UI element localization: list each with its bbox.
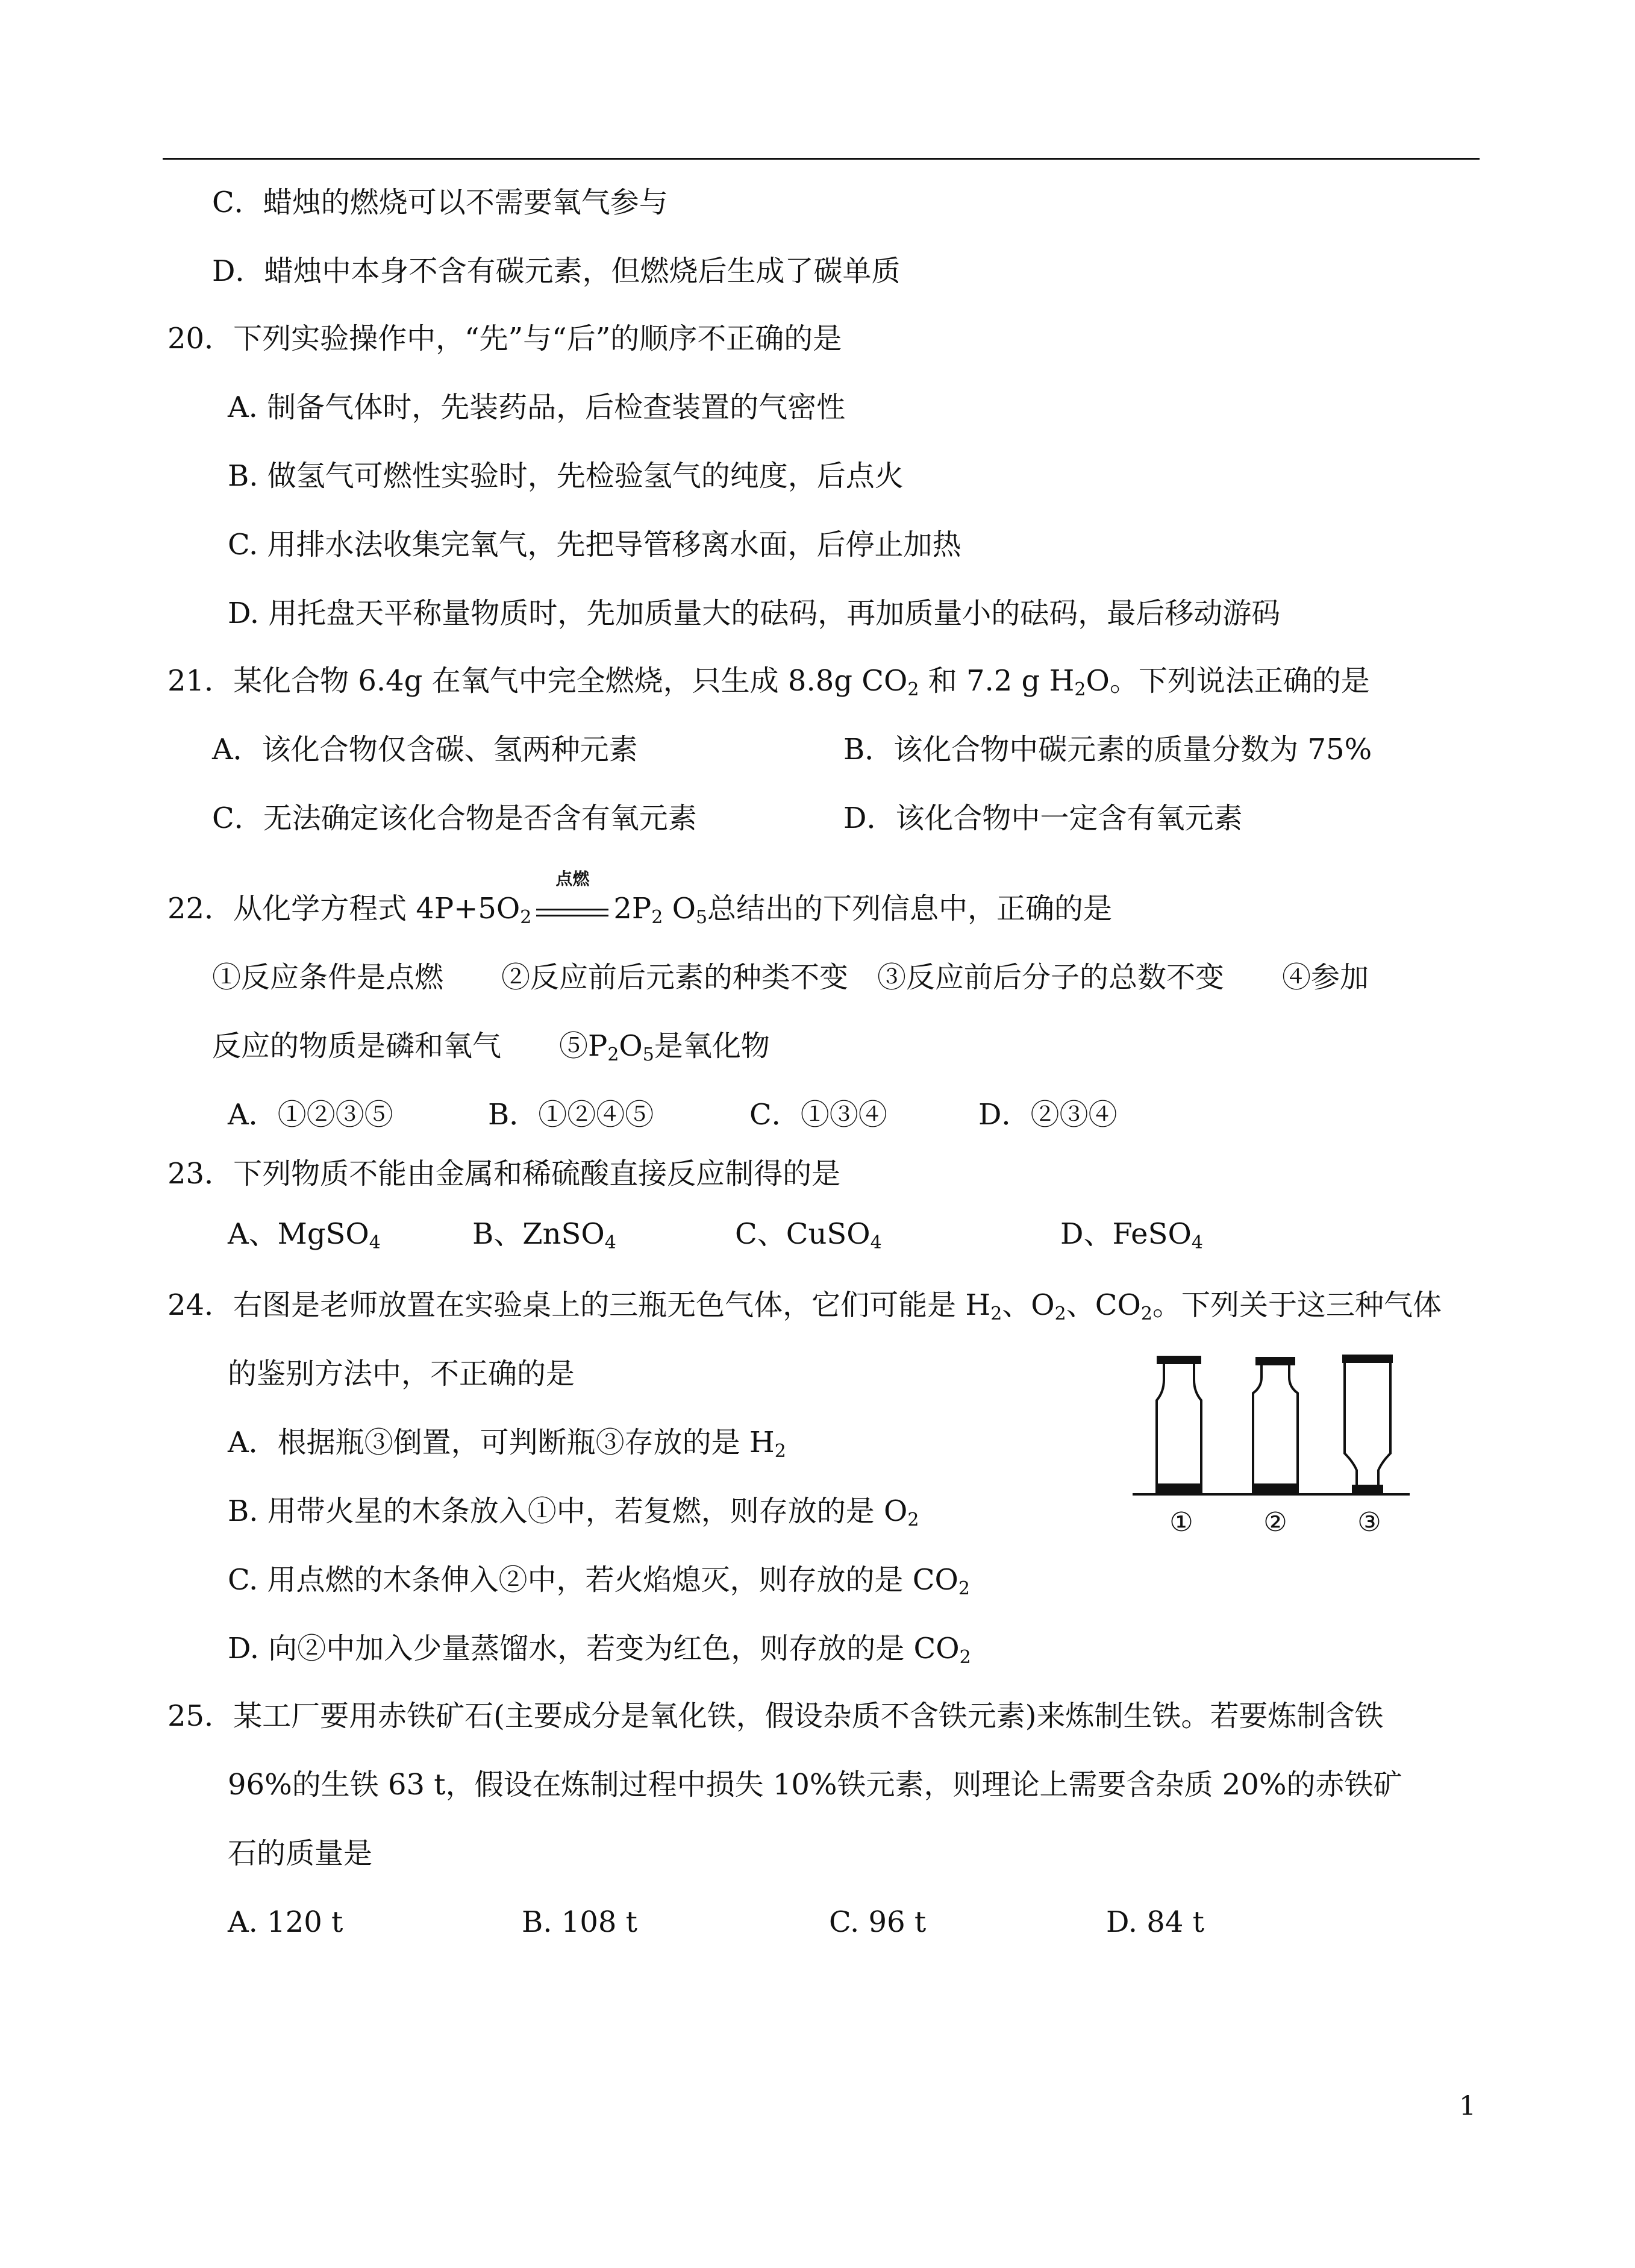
q24-stem1d: 。下列关于这三种气体 [1152,1288,1442,1322]
q23-option-a-text: A、MgSO [228,1217,369,1251]
q23-option-c-subscript: 4 [870,1232,882,1253]
q25-stem-line2: 96%的生铁 63 t，假设在炼制过程中损失 10%铁元素，则理论上需要含杂质 20%的赤铁矿 [228,1768,1402,1802]
q22-stem-suffix: 总结出的下列信息中，正确的是 [707,892,1113,926]
q21-option-a: A．该化合物仅含碳、氢两种元素 [212,733,638,766]
q23-option-d-text: D、FeSO [1060,1217,1192,1251]
q22-o2-subscript: 2 [520,907,532,928]
bottle-2 [1253,1358,1298,1492]
q25-option-b: B. 108 t [522,1905,637,1939]
q23-option-d [1060,1216,1203,1252]
q21-option-d: D．该化合物中一定含有氧元素 [843,801,1243,835]
q22-p-subscript: 2 [651,907,663,928]
q23-stem: 23．下列物质不能由金属和稀硫酸直接反应制得的是 [167,1157,841,1191]
q23-option-a [228,1216,381,1252]
q20-stem: 20．下列实验操作中，“先”与“后”的顺序不正确的是 [167,322,842,356]
equals-bar-top [536,909,608,910]
q23-option-c [735,1216,882,1252]
q20-option-b: B. 做氢气可燃性实验时，先检验氢气的纯度，后点火 [228,459,904,493]
q22-option-a: A．①②③⑤ [228,1098,393,1132]
q25-stem-line1: 25．某工厂要用赤铁矿石(主要成分是氧化铁，假设杂质不含铁元素)来炼制生铁。若要炼制含铁 [167,1699,1384,1733]
header-rule [163,158,1480,160]
q21-option-b: B．该化合物中碳元素的质量分数为 75% [843,733,1372,766]
q22-info-line2a: 反应的物质是磷和氧气 ⑤P [212,1029,608,1063]
q25-stem-line3: 石的质量是 [228,1837,373,1870]
q21-option-c: C．无法确定该化合物是否含有氧元素 [212,801,697,835]
q22-option-b: B．①②④⑤ [488,1098,654,1132]
q20-option-a: A. 制备气体时，先装药品，后检查装置的气密性 [228,390,846,424]
q24-option-c-subscript: 2 [958,1578,970,1599]
q25-option-d: D. 84 t [1106,1905,1204,1939]
q24-option-d-subscript: 2 [959,1647,971,1668]
q24-option-b-text: B. 用带火星的木条放入①中，若复燃，则存放的是 O [228,1494,908,1528]
equals-bar-bottom [536,915,608,916]
q24-option-c-text: C. 用点燃的木条伸入②中，若火焰熄灭，则存放的是 CO [228,1563,958,1597]
q23-option-b [472,1216,616,1252]
q20-option-d: D. 用托盘天平称量物质时，先加质量大的砝码，再加质量小的砝码，最后移动游码 [228,597,1281,630]
bottle-3 [1343,1356,1392,1493]
q22-option-d: D．②③④ [978,1098,1118,1132]
q24-stem-line2: 的鉴别方法中，不正确的是 [228,1357,575,1391]
q24-co2-subscript: 2 [1140,1303,1152,1324]
q21-stem-part3: O。下列说法正确的是 [1086,664,1370,698]
q22-product-b: O [663,892,696,926]
q25-option-a: A. 120 t [228,1905,343,1939]
q22-o-subscript: 5 [695,907,708,928]
reaction-condition: 点燃 [555,869,590,889]
q22-stem [167,869,1113,928]
q24-option-c [228,1562,970,1598]
q22-info-line2b: O [619,1029,643,1063]
q24-option-a-subscript: 2 [774,1441,786,1462]
q23-option-d-subscript: 4 [1191,1232,1203,1253]
q22-info-line1: ①反应条件是点燃 ②反应前后元素的种类不变 ③反应前后分子的总数不变 ④参加 [212,960,1369,994]
gas-bottles-figure [1133,1350,1410,1549]
reaction-arrow [531,869,613,927]
q22-option-c: C．①③④ [749,1098,887,1132]
q19-option-d: D．蜡烛中本身不含有碳元素，但燃烧后生成了碳单质 [212,254,901,288]
q21-co2-subscript: 2 [907,679,919,700]
q23-option-c-text: C、CuSO [735,1217,871,1251]
q24-option-b-subscript: 2 [907,1509,919,1530]
bottle-label-2: ② [1263,1507,1287,1538]
q22-info-o-subscript: 5 [642,1044,654,1065]
q21-stem [167,663,1370,699]
q23-option-a-subscript: 4 [369,1232,381,1253]
q23-option-b-text: B、ZnSO [472,1217,605,1251]
q24-option-a-text: A．根据瓶③倒置，可判断瓶③存放的是 H [228,1426,775,1459]
q21-stem-part2: 和 7.2 g H [919,664,1075,698]
q24-option-a [228,1424,786,1461]
bottle-label-1: ① [1169,1507,1193,1538]
q22-stem-prefix: 22．从化学方程式 4P+5O [167,892,521,926]
q23-option-b-subscript: 4 [604,1232,616,1253]
q22-info-p-subscript: 2 [607,1044,619,1065]
q22-info-line2c: 是氧化物 [654,1029,770,1063]
q20-option-c: C. 用排水法收集完氧气，先把导管移离水面，后停止加热 [228,528,961,562]
q22-info-line2 [212,1028,770,1064]
q24-h2-subscript: 2 [990,1303,1002,1324]
q25-option-c: C. 96 t [829,1905,927,1939]
page-number: 1 [1459,2091,1476,2122]
q24-o2-subscript: 2 [1054,1303,1066,1324]
q24-option-b [228,1493,919,1529]
bottle-1 [1157,1357,1201,1492]
q21-stem-part1: 21．某化合物 6.4g 在氧气中完全燃烧，只生成 8.8g CO [167,664,908,698]
q24-stem1a: 24．右图是老师放置在实验桌上的三瓶无色气体，它们可能是 H [167,1288,991,1322]
q24-option-d [228,1631,971,1667]
q24-stem1b: 、O [1002,1288,1055,1322]
q24-stem1c: 、CO [1066,1288,1141,1322]
q24-stem-line1 [167,1287,1442,1323]
q22-product-a: 2P [613,892,652,926]
q21-h2o-subscript: 2 [1074,679,1086,700]
q19-option-c: C．蜡烛的燃烧可以不需要氧气参与 [212,186,668,219]
bottle-label-3: ③ [1357,1507,1381,1538]
q24-option-d-text: D. 向②中加入少量蒸馏水，若变为红色，则存放的是 CO [228,1632,960,1665]
